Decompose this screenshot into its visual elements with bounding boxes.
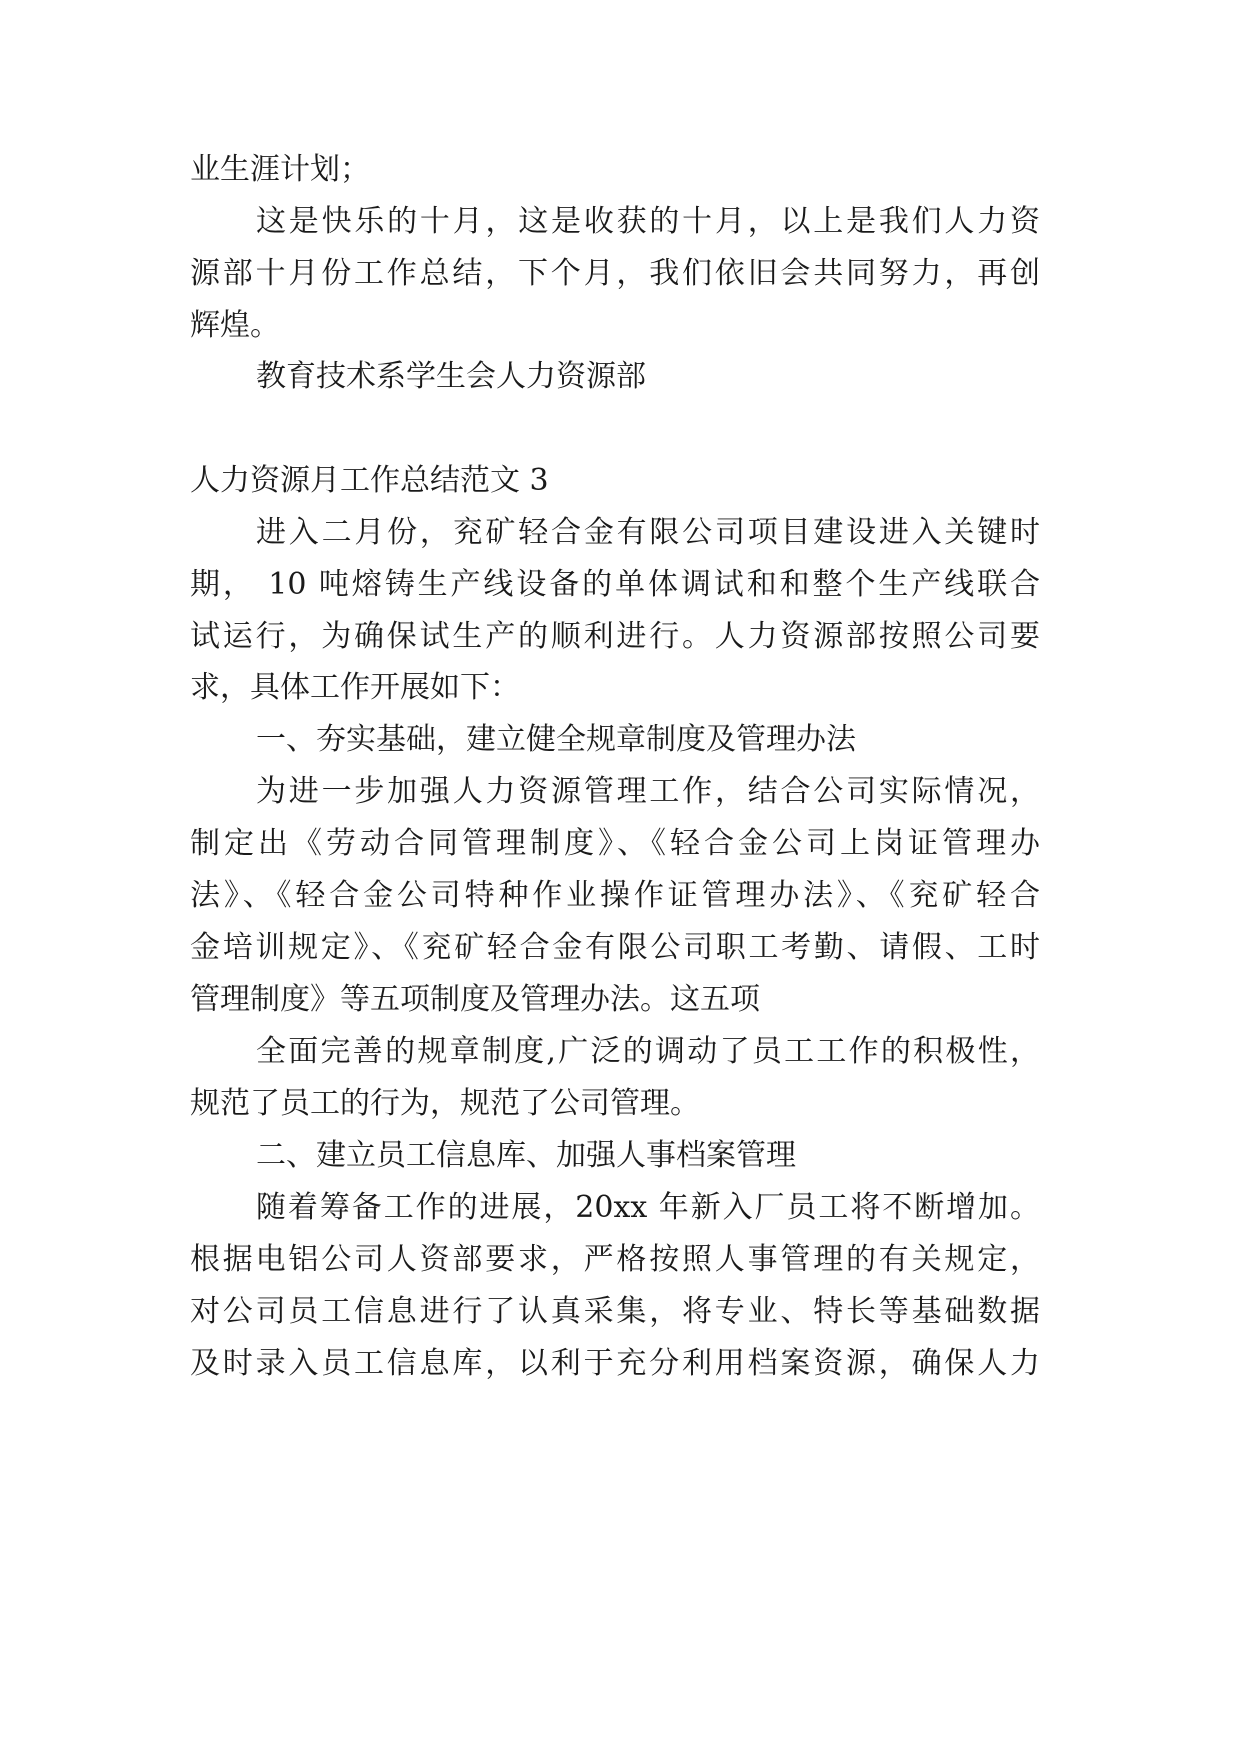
heading-line: 二、建立员工信息库、加强人事档案管理 <box>256 1138 796 1173</box>
text-line: 及时录入员工信息库，以利于充分利用档案资源，确保人力 <box>190 1346 1040 1381</box>
text-line: 试运行，为确保试生产的顺利进行。人力资源部按照公司要 <box>190 619 1040 654</box>
text-line: 规范了员工的行为，规范了公司管理。 <box>190 1086 700 1121</box>
text-line: 源部十月份工作总结，下个月，我们依旧会共同努力，再创 <box>190 256 1040 291</box>
text-line: 制定出《劳动合同管理制度》、《轻合金公司上岗证管理办 <box>190 826 1040 861</box>
text-line: 进入二月份，兖矿轻合金有限公司项目建设进入关键时 <box>256 515 1040 550</box>
text-line: 法》、《轻合金公司特种作业操作证管理办法》、《兖矿轻合 <box>190 878 1040 913</box>
text-line: 辉煌。 <box>190 308 280 343</box>
section-title: 人力资源月工作总结范文 3 <box>190 463 549 498</box>
text-line: 管理制度》等五项制度及管理办法。这五项 <box>190 982 760 1017</box>
text-line: 业生涯计划； <box>190 152 370 187</box>
signature-line: 教育技术系学生会人力资源部 <box>256 359 646 394</box>
text-line: 这是快乐的十月，这是收获的十月，以上是我们人力资 <box>256 204 1040 239</box>
text-line: 求，具体工作开展如下： <box>190 670 520 705</box>
heading-line: 一、夯实基础，建立健全规章制度及管理办法 <box>256 722 856 757</box>
text-line: 根据电铝公司人资部要求，严格按照人事管理的有关规定， <box>190 1242 1040 1277</box>
text-line: 期， 10 吨熔铸生产线设备的单体调试和和整个生产线联合 <box>190 567 1040 602</box>
text-line: 为进一步加强人力资源管理工作，结合公司实际情况， <box>256 774 1040 809</box>
text-line: 对公司员工信息进行了认真采集，将专业、特长等基础数据 <box>190 1294 1040 1329</box>
text-line: 随着筹备工作的进展，20xx 年新入厂员工将不断增加。 <box>256 1190 1040 1225</box>
text-line: 全面完善的规章制度,广泛的调动了员工工作的积极性， <box>256 1034 1040 1069</box>
text-line: 金培训规定》、《兖矿轻合金有限公司职工考勤、请假、工时 <box>190 930 1040 965</box>
